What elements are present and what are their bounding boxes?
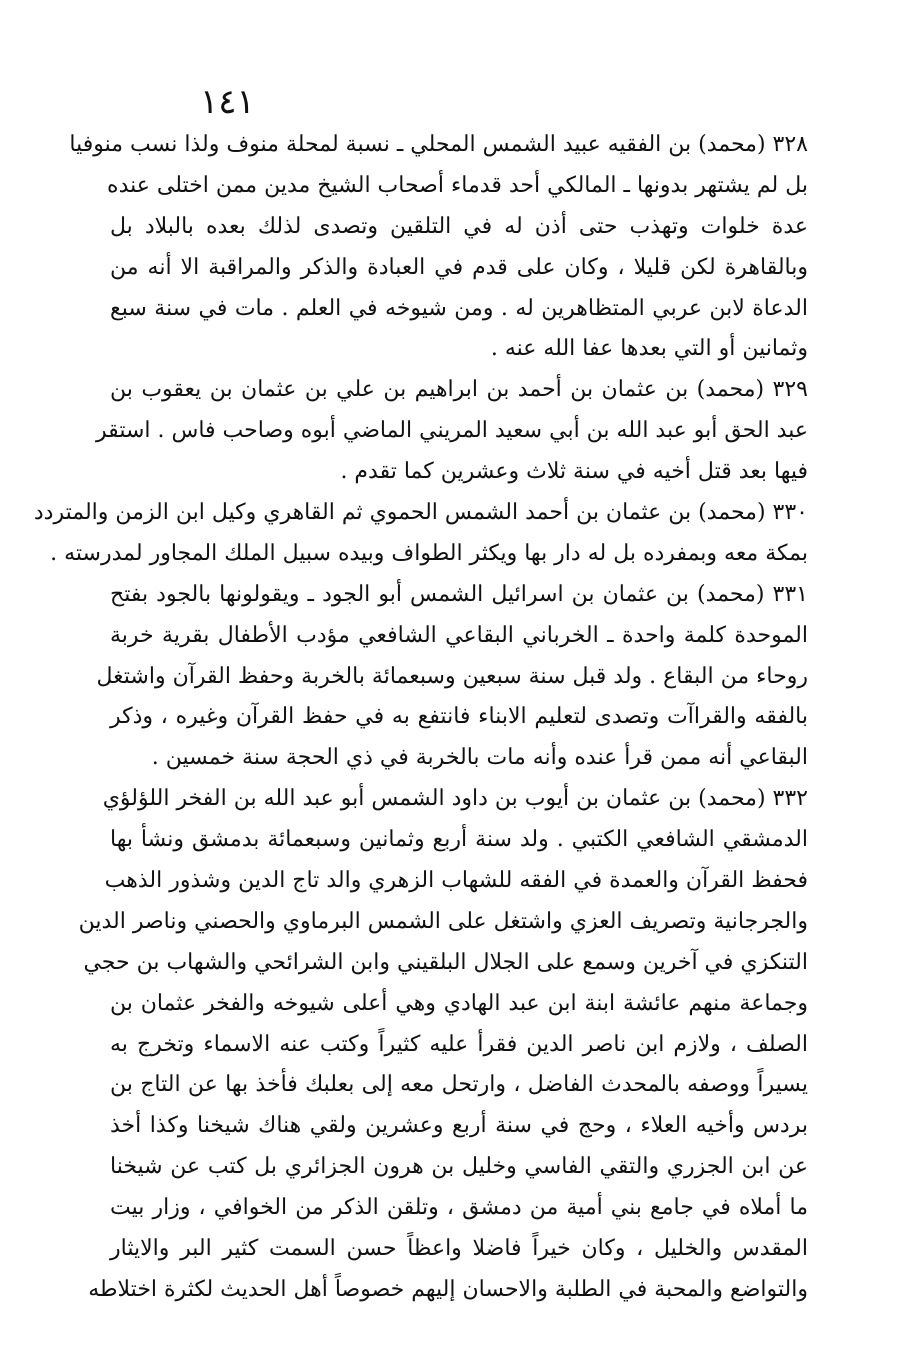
entry-331-line-4: بالفقه والقراآت وتصدى لتعليم الابناء فانتفع به في حفظ القرآن وغيره ، وذكر [110,704,808,730]
entry-328-line-1: ٣٢٨ (محمد) بن الفقيه عبيد الشمس المحلي ـ نسبة لمحلة منوف ولذا نسب منوفيا [69,132,808,157]
entry-329-line-3: فيها بعد قتل أخيه في سنة ثلاث وعشرين كما تقدم . [340,459,808,485]
entry-328-line-4: وبالقاهرة لكن قليلا ، وكان على قدم في العبادة والذكر والمراقبة الا أنه من [110,254,808,280]
entry-329-line-1: ٣٢٩ (محمد) بن عثمان بن أحمد بن ابراهيم بن علي بن عثمان بن يعقوب بن [110,377,808,403]
entry-332-line-6: وجماعة منهم عائشة ابنة ابن عبد الهادي وهي أعلى شيوخه والفخر عثمان بن [110,990,808,1016]
entry-332-line-2: الدمشقي الشافعي الكتبي . ولد سنة أربع وثمانين وسبعمائة بدمشق ونشأ بها [110,827,808,853]
entry-328-line-6: وثمانين أو التي بعدها عفا الله عنه . [490,336,808,362]
entry-329-line-2: عبد الحق أبو عبد الله بن أبي سعيد المريني الماضي أبوه وصاحب فاس . استقر [96,418,808,444]
entry-330-line-2: بمكة معه وبمفرده بل له دار بها ويكثر الطواف وبيده سبيل الملك المجاور لمدرسته . [50,540,808,566]
entry-328-line-5: الدعاة لابن عربي المتظاهرين له . ومن شيوخه في العلم . مات في سنة سبع [110,295,808,321]
entry-332-line-9: بردس وأخيه العلاء ، وحج في سنة أربع وعشرين ولقي هناك شيخنا وكذا أخذ [110,1113,808,1139]
entry-332-line-4: والجرجانية وتصريف العزي واشتغل على الشمس البرماوي والحصني وناصر الدين [78,908,808,934]
entry-332-line-10: عن ابن الجزري والتقي الفاسي وخليل بن هرون الجزائري بل كتب عن شيخنا [110,1154,808,1180]
entry-328-line-3: عدة خلوات وتهذب حتى أذن له في التلقين وتصدى لذلك بعده بالبلاد بل [110,213,808,239]
page-number: ١٤١ [200,82,255,122]
body-text [33,125,808,1311]
entry-332-line-5: التنكزي في آخرين وسمع على الجلال البلقيني وابن الشرائحي والشهاب بن حجي [83,949,808,975]
entry-332-line-1: ٣٣٢ (محمد) بن عثمان بن أيوب بن داود الشمس أبو عبد الله بن الفخر اللؤلؤي [102,786,808,812]
entry-331-line-2: الموحدة كلمة واحدة ـ الخرباني البقاعي الشافعي مؤدب الأطفال بقرية خربة [110,622,808,648]
entry-332-line-8: يسيراً ووصفه بالمحدث الفاضل ، وارتحل معه إلى بعلبك فأخذ بها عن التاج بن [110,1072,808,1098]
entry-330-line-1: ٣٣٠ (محمد) بن عثمان بن أحمد الشمس الحموي ثم القاهري وكيل ابن الزمن والمتردد [33,500,808,526]
entry-331-line-1: ٣٣١ (محمد) بن عثمان بن اسرائيل الشمس أبو الجود ـ ويقولونها بالجود بفتح [110,581,808,607]
entry-332-line-7: الصلف ، ولازم ابن ناصر الدين فقرأ عليه كثيراً وكتب عنه الاسماء وتخرج به [110,1031,808,1057]
entry-331-line-5: البقاعي أنه ممن قرأ عنده وأنه مات بالخربة في ذي الحجة سنة خمسين . [151,745,808,771]
entry-332-line-3: فحفظ القرآن والعمدة في الفقه للشهاب الزهري والد تاج الدين وشذور الذهب [104,868,808,894]
entry-332-line-11: ما أملاه في جامع بني أمية من دمشق ، وتلقن الذكر من الخوافي ، وزار بيت [110,1195,808,1221]
entry-331-line-3: روحاء من البقاع . ولد قبل سنة سبعين وسبعمائة بالخربة وحفظ القرآن واشتغل [96,663,808,689]
entry-328-line-2: بل لم يشتهر بدونها ـ المالكي أحد قدماء أصحاب الشيخ مدين ممن اختلى عنده [107,172,808,198]
entry-332-line-13: والتواضع والمحبة في الطلبة والاحسان إليهم خصوصاً أهل الحديث لكثرة اختلاطه [88,1276,808,1302]
entry-332-line-12: المقدس والخليل ، وكان خيراً فاضلا واعظاً حسن السمت كثير البر والايثار [110,1236,808,1262]
